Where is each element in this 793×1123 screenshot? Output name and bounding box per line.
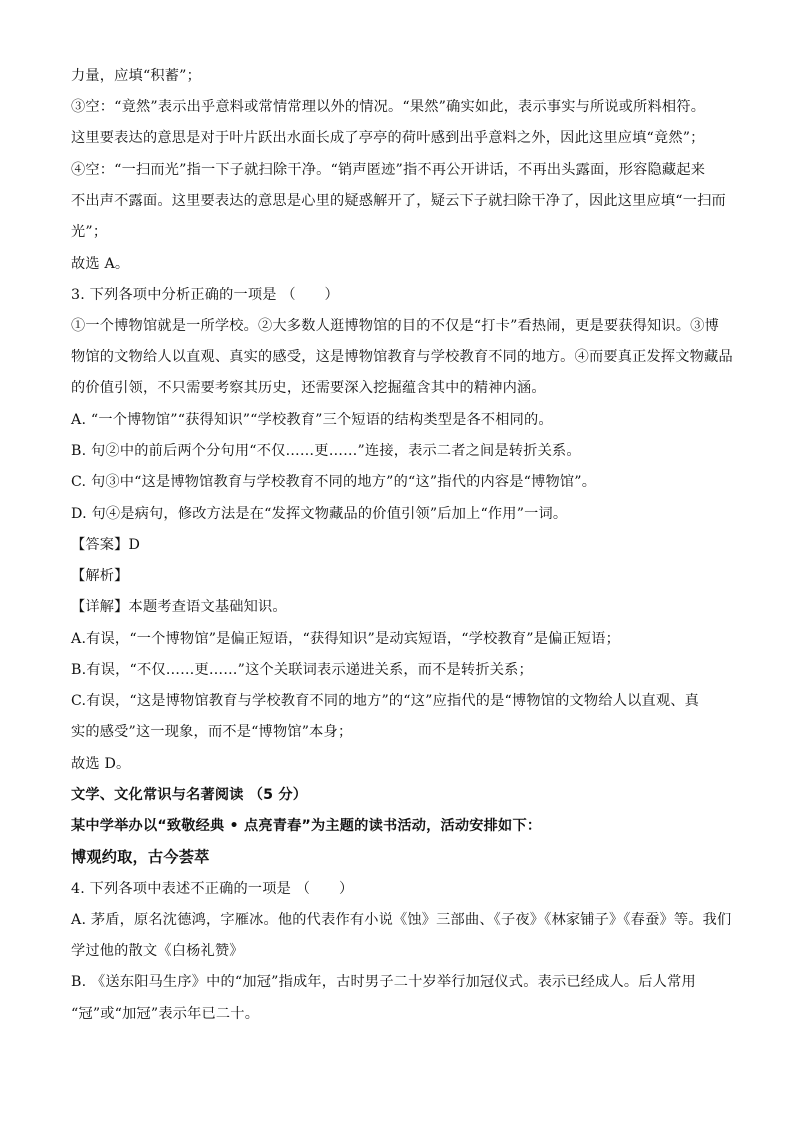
option-c: C. 句③中“这是博物馆教育与学校教育不同的地方”的“这”指代的内容是“博物馆”。 [71, 474, 597, 490]
analysis-heading: 【解析】 [71, 568, 129, 584]
text-line: 实的感受”这一现象，而不是“博物馆”本身； [71, 724, 353, 740]
text-line: 这里要表达的意思是对于叶片跃出水面长成了亭亭的荷叶感到出乎意料之外，因此这里应填“竟然”； [71, 130, 705, 146]
text-line: ①一个博物馆就是一所学校。②大多数人逛博物馆的目的不仅是“打卡”看热闹，更是要获得知识。③博 [71, 318, 719, 334]
activity-intro: 某中学举办以“致敬经典 • 点亮青春”为主题的读书活动，活动安排如下： [71, 818, 542, 834]
text-line: 不出声不露面。这里要表达的意思是心里的疑惑解开了，疑云下子就扫除干净了，因此这里应填“一扫而 [71, 193, 726, 209]
option-a: A. 茅盾，原名沈德鸿，字雁冰。他的代表作有小说《蚀》三部曲、《子夜》《林家铺子》《春蚕》等。我们 [71, 912, 732, 928]
text-line: ③空：“竟然”表示出乎意料或常情常理以外的情况。“果然”确实如此，表示事实与所说或所料相符。 [71, 99, 706, 115]
question-3-stem: 3. 下列各项中分析正确的一项是 （ ） [71, 287, 339, 303]
answer-line: 【答案】D [71, 537, 141, 553]
text-line: 故选 A。 [71, 256, 130, 272]
section-heading: 文学、文化常识与名著阅读 （5 分） [71, 787, 308, 803]
detail-line: 【详解】本题考查语文基础知识。 [71, 599, 287, 615]
text-line: 物馆的文物给人以直观、真实的感受，这是博物馆教育与学校教育不同的地方。④而要真正发挥文物藏品 [71, 349, 733, 365]
text-line: ④空：“一扫而光”指一下子就扫除干净。“销声匿迹”指不再公开讲话，不再出头露面，形容隐藏起来 [71, 162, 706, 178]
text-line: C.有误，“这是博物馆教育与学校教育不同的地方”的“这”应指代的是“博物馆的文物给人以直观、真 [71, 693, 700, 709]
text-line: “冠”或“加冠”表示年已二十。 [71, 1006, 260, 1022]
text-line: 学过他的散文《白杨礼赞》 [71, 943, 244, 959]
question-4-stem: 4. 下列各项中表述不正确的一项是 （ ） [71, 881, 354, 897]
text-line: B.有误，“不仅……更……”这个关联词表示递进关系，而不是转折关系； [71, 662, 533, 678]
text-line: A.有误，“一个博物馆”是偏正短语，“获得知识”是动宾短语，“学校教育”是偏正短语； [71, 631, 621, 647]
option-a: A. “一个博物馆”“获得知识”“学校教育”三个短语的结构类型是各不相同的。 [71, 412, 553, 428]
option-b: B. 《送东阳马生序》中的“加冠”指成年，古时男子二十岁举行加冠仪式。表示已经成人。后人常用 [71, 974, 696, 990]
option-d: D. 句④是病句，修改方法是在“发挥文物藏品的价值引领”后加上“作用”一词。 [71, 506, 568, 522]
option-b: B. 句②中的前后两个分句用“不仅……更……”连接，表示二者之间是转折关系。 [71, 443, 581, 459]
text-line: 光”； [71, 224, 108, 240]
subsection-heading: 博观约取，古今荟萃 [71, 848, 210, 866]
text-line: 力量，应填“积蓄”； [71, 68, 202, 84]
text-line: 的价值引领，不只需要考察其历史，还需要深入挖掘蕴含其中的精神内涵。 [71, 380, 546, 396]
text-line: 故选 D。 [71, 756, 131, 772]
